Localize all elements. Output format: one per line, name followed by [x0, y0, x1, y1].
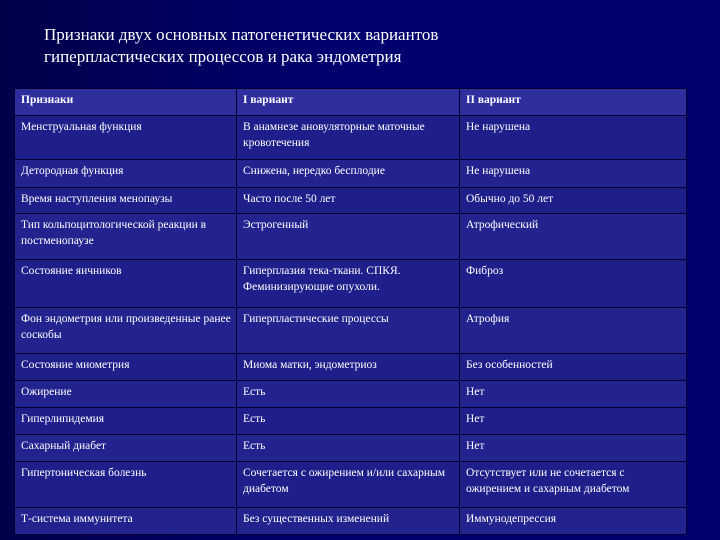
row-variant-2: Не нарушена [460, 116, 687, 160]
row-variant-1: Без существенных изменений [237, 508, 460, 535]
row-feature: Фон эндометрия или произведенные ранее соскобы [15, 308, 237, 354]
row-variant-2: Атрофический [460, 214, 687, 260]
row-feature: Тип кольпоцитологической реакции в постменопаузе [15, 214, 237, 260]
table-row [15, 508, 687, 535]
row-variant-2: Обычно до 50 лет [460, 188, 687, 214]
table-row [15, 214, 687, 260]
table-row [15, 260, 687, 308]
row-variant-1: Снижена, нередко бесплодие [237, 160, 460, 188]
table-row [15, 188, 687, 214]
row-variant-2: Нет [460, 381, 687, 408]
row-feature: Детородная функция [15, 160, 237, 188]
row-variant-2: Иммунодепрессия [460, 508, 687, 535]
row-feature: Состояние яичников [15, 260, 237, 308]
title-line-1: Признаки двух основных патогенетических вариантов [44, 25, 439, 44]
table-row [15, 116, 687, 160]
row-variant-1: Гиперпластические процессы [237, 308, 460, 354]
row-variant-2: Нет [460, 408, 687, 435]
header-variant-2: II вариант [460, 89, 687, 116]
row-feature: Состояние миометрия [15, 354, 237, 381]
comparison-table [14, 88, 687, 535]
row-feature: Сахарный диабет [15, 435, 237, 462]
header-variant-1: I вариант [237, 89, 460, 116]
row-feature: Менструальная функция [15, 116, 237, 160]
table-row [15, 381, 687, 408]
table-row [15, 435, 687, 462]
row-variant-1: Сочетается с ожирением и/или сахарным диабетом [237, 462, 460, 508]
header-features: Признаки [15, 89, 237, 116]
row-variant-2: Атрофия [460, 308, 687, 354]
row-feature: Время наступления менопаузы [15, 188, 237, 214]
row-variant-2: Не нарушена [460, 160, 687, 188]
slide-title [44, 24, 684, 68]
table-row [15, 160, 687, 188]
row-variant-2: Фиброз [460, 260, 687, 308]
table-header-row [15, 89, 687, 116]
row-variant-1: Есть [237, 408, 460, 435]
table-row [15, 462, 687, 508]
row-feature: Т-система иммунитета [15, 508, 237, 535]
table-row [15, 408, 687, 435]
row-feature: Гиперлипидемия [15, 408, 237, 435]
row-variant-1: Эстрогенный [237, 214, 460, 260]
row-variant-2: Нет [460, 435, 687, 462]
row-variant-1: Миома матки, эндометриоз [237, 354, 460, 381]
title-line-2: гиперпластических процессов и рака эндометрия [44, 47, 402, 66]
row-variant-1: Есть [237, 435, 460, 462]
row-variant-1: Часто после 50 лет [237, 188, 460, 214]
row-feature: Гипертоническая болезнь [15, 462, 237, 508]
row-variant-1: В анамнезе ановуляторные маточные кровотечения [237, 116, 460, 160]
table-row [15, 354, 687, 381]
table-row [15, 308, 687, 354]
row-variant-2: Без особенностей [460, 354, 687, 381]
row-variant-2: Отсутствует или не сочетается с ожирением и сахарным диабетом [460, 462, 687, 508]
row-feature: Ожирение [15, 381, 237, 408]
row-variant-1: Гиперплазия тека-ткани. СПКЯ. Феминизирующие опухоли. [237, 260, 460, 308]
row-variant-1: Есть [237, 381, 460, 408]
